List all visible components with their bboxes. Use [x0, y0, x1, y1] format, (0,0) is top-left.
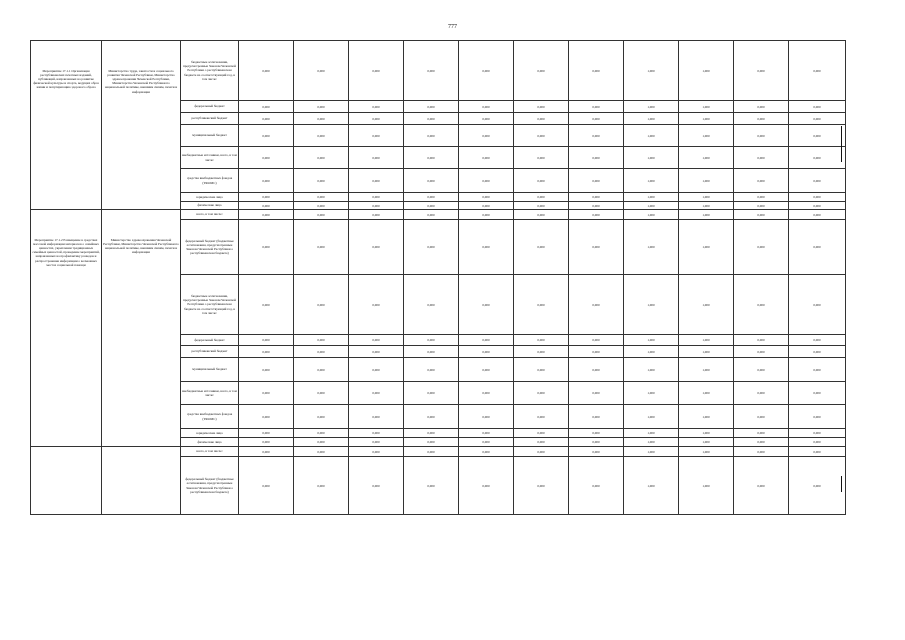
amount-cell: 0,000: [734, 275, 789, 335]
amount-cell: 0,000: [569, 405, 624, 429]
amount-cell: 0,000: [349, 405, 404, 429]
amount-cell: 1,000: [679, 147, 734, 169]
funding-source-cell: всего, в том числе:: [181, 210, 239, 220]
amount-cell: 0,000: [294, 125, 349, 147]
amount-cell: 1,000: [624, 275, 679, 335]
amount-cell: 0,000: [459, 335, 514, 346]
funding-source-cell: юридические лица: [181, 193, 239, 202]
amount-cell: 0,000: [734, 447, 789, 457]
amount-cell: 0,000: [734, 220, 789, 275]
amount-cell: 0,000: [459, 405, 514, 429]
amount-cell: 0,000: [789, 382, 846, 405]
amount-cell: 1,000: [679, 169, 734, 193]
amount-cell: 1,000: [679, 193, 734, 202]
amount-cell: 0,000: [569, 457, 624, 515]
amount-cell: 0,000: [789, 101, 846, 113]
amount-cell: 0,000: [349, 101, 404, 113]
amount-cell: 0,000: [734, 346, 789, 358]
amount-cell: 0,000: [349, 275, 404, 335]
amount-cell: 0,000: [734, 457, 789, 515]
amount-cell: 0,000: [239, 125, 294, 147]
funding-source-cell: физические лица: [181, 202, 239, 210]
amount-cell: 0,000: [349, 210, 404, 220]
amount-cell: 1,000: [624, 125, 679, 147]
amount-cell: 0,000: [349, 193, 404, 202]
amount-cell: 0,000: [514, 382, 569, 405]
amount-cell: 0,000: [734, 438, 789, 447]
amount-cell: 0,000: [459, 169, 514, 193]
amount-cell: 0,000: [349, 147, 404, 169]
amount-cell: 0,000: [789, 41, 846, 101]
table-row: [31, 41, 846, 101]
amount-cell: 0,000: [569, 220, 624, 275]
amount-cell: 0,000: [789, 275, 846, 335]
funding-source-cell: бюджетные ассигнования, предусмотренные Законом Чеченской Республики о республиканском бюджете на соответствующий год, в том числе:: [181, 41, 239, 101]
amount-cell: 0,000: [514, 457, 569, 515]
amount-cell: 0,000: [734, 210, 789, 220]
amount-cell: 0,000: [349, 429, 404, 438]
amount-cell: 1,000: [679, 447, 734, 457]
amount-cell: 0,000: [239, 210, 294, 220]
amount-cell: 0,000: [239, 405, 294, 429]
amount-cell: 0,000: [349, 457, 404, 515]
amount-cell: 0,000: [514, 405, 569, 429]
amount-cell: 0,000: [404, 382, 459, 405]
amount-cell: 0,000: [294, 335, 349, 346]
amount-cell: 0,000: [459, 125, 514, 147]
amount-cell: 0,000: [404, 113, 459, 125]
amount-cell: 0,000: [239, 382, 294, 405]
amount-cell: 0,000: [349, 382, 404, 405]
amount-cell: 0,000: [239, 457, 294, 515]
amount-cell: 1,000: [679, 210, 734, 220]
amount-cell: 0,000: [404, 358, 459, 382]
amount-cell: 0,000: [789, 447, 846, 457]
amount-cell: 0,000: [459, 438, 514, 447]
amount-cell: 0,000: [514, 438, 569, 447]
amount-cell: 0,000: [569, 147, 624, 169]
amount-cell: 0,000: [569, 382, 624, 405]
funding-source-cell: юридические лица: [181, 429, 239, 438]
funding-source-cell: средства внебюджетных фондов (ТФОМС): [181, 169, 239, 193]
funding-source-cell: федеральный бюджет (бюджетные ассигнования, предусмотренные Законом Чеченской Республики о республиканском бюджете): [181, 457, 239, 515]
amount-cell: 0,000: [404, 447, 459, 457]
funding-source-cell: внебюджетные источники, всего, в том числе:: [181, 382, 239, 405]
amount-cell: 1,000: [624, 113, 679, 125]
amount-cell: 0,000: [569, 41, 624, 101]
amount-cell: 0,000: [569, 335, 624, 346]
amount-cell: 0,000: [789, 457, 846, 515]
amount-cell: 0,000: [294, 101, 349, 113]
amount-cell: 0,000: [459, 101, 514, 113]
amount-cell: 0,000: [514, 202, 569, 210]
amount-cell: 0,000: [734, 41, 789, 101]
amount-cell: 0,000: [459, 220, 514, 275]
amount-cell: 0,000: [239, 447, 294, 457]
amount-cell: 0,000: [569, 429, 624, 438]
amount-cell: 1,000: [624, 147, 679, 169]
funding-source-cell: федеральный бюджет: [181, 101, 239, 113]
amount-cell: 0,000: [514, 346, 569, 358]
amount-cell: 0,000: [404, 101, 459, 113]
amount-cell: 0,000: [734, 429, 789, 438]
amount-cell: 0,000: [569, 113, 624, 125]
amount-cell: 0,000: [789, 193, 846, 202]
amount-cell: 1,000: [624, 346, 679, 358]
amount-cell: 1,000: [679, 41, 734, 101]
amount-cell: 0,000: [514, 220, 569, 275]
amount-cell: 0,000: [404, 202, 459, 210]
amount-cell: 0,000: [789, 202, 846, 210]
amount-cell: 0,000: [569, 447, 624, 457]
amount-cell: 0,000: [349, 220, 404, 275]
amount-cell: 1,000: [679, 202, 734, 210]
amount-cell: 0,000: [789, 405, 846, 429]
executor-cell: Министерство здравоохранения Чеченской Республики, Министерство Чеченской Республики по национальной политике, внешним связям, печати и информации: [102, 210, 181, 447]
amount-cell: 0,000: [349, 41, 404, 101]
amount-cell: 0,000: [514, 210, 569, 220]
table-row: [31, 447, 846, 457]
amount-cell: 1,000: [624, 220, 679, 275]
amount-cell: 0,000: [569, 346, 624, 358]
amount-cell: 0,000: [239, 193, 294, 202]
amount-cell: 0,000: [734, 382, 789, 405]
amount-cell: 0,000: [789, 220, 846, 275]
amount-cell: 0,000: [734, 405, 789, 429]
amount-cell: 1,000: [679, 113, 734, 125]
amount-cell: 0,000: [459, 447, 514, 457]
amount-cell: 0,000: [514, 335, 569, 346]
amount-cell: 0,000: [349, 358, 404, 382]
table-row: [31, 210, 846, 220]
amount-cell: 0,000: [239, 220, 294, 275]
amount-cell: 0,000: [514, 193, 569, 202]
amount-cell: 0,000: [239, 429, 294, 438]
amount-cell: 0,000: [789, 147, 846, 169]
amount-cell: 0,000: [239, 113, 294, 125]
amount-cell: 0,000: [789, 438, 846, 447]
amount-cell: 0,000: [459, 147, 514, 169]
executor-cell: Министерство труда, занятости и социального развития Чеченской Республики, Министерство здравоохранения Чеченской Республики, Министерство Чеченской Республики по национальной политике, внешним связям, печати и информации: [102, 41, 181, 210]
measure-cell: Мероприятие 17.1.1 Организация республиканских печатных изданий, публикаций, направленных на развитие физической культуры и спорта, ведущих образ жизни и популяризацию здорового образа: [31, 41, 102, 210]
amount-cell: 0,000: [239, 358, 294, 382]
amount-cell: 0,000: [514, 275, 569, 335]
measure-cell: Мероприятие 17.1.2 Размещение в средствах массовой информации материалов о семейных ценностях, укреплении традиционных семейных ценностей, проведение мероприятий, направленных на профилактику разводов и распространение информации о возможных местах социальной помощи: [31, 210, 102, 447]
amount-cell: 0,000: [349, 113, 404, 125]
amount-cell: 0,000: [789, 346, 846, 358]
amount-cell: 0,000: [294, 147, 349, 169]
amount-cell: 1,000: [679, 457, 734, 515]
amount-cell: 0,000: [294, 202, 349, 210]
amount-cell: 0,000: [734, 113, 789, 125]
amount-cell: 0,000: [349, 346, 404, 358]
amount-cell: 0,000: [789, 125, 846, 147]
amount-cell: 0,000: [294, 193, 349, 202]
amount-cell: 0,000: [569, 169, 624, 193]
amount-cell: 0,000: [459, 113, 514, 125]
amount-cell: 0,000: [404, 275, 459, 335]
amount-cell: 1,000: [679, 438, 734, 447]
amount-cell: 0,000: [734, 125, 789, 147]
amount-cell: 0,000: [404, 169, 459, 193]
amount-cell: 1,000: [679, 405, 734, 429]
amount-cell: 0,000: [569, 202, 624, 210]
funding-source-cell: республиканский бюджет: [181, 113, 239, 125]
amount-cell: 1,000: [624, 193, 679, 202]
funding-source-cell: федеральный бюджет (бюджетные ассигнования, предусмотренные Законом Чеченской Республики о республиканском бюджете): [181, 220, 239, 275]
amount-cell: 1,000: [679, 346, 734, 358]
amount-cell: 1,000: [624, 169, 679, 193]
measure-cell: [31, 447, 102, 515]
funding-source-cell: бюджетные ассигнования, предусмотренные Законом Чеченской Республики о республиканском бюджете на соответствующий год, в том числе:: [181, 275, 239, 335]
amount-cell: 0,000: [294, 447, 349, 457]
amount-cell: 1,000: [624, 210, 679, 220]
amount-cell: 0,000: [514, 429, 569, 438]
amount-cell: 0,000: [514, 147, 569, 169]
amount-cell: 0,000: [404, 346, 459, 358]
right-edge-marker: [841, 126, 842, 162]
amount-cell: 0,000: [294, 457, 349, 515]
amount-cell: 1,000: [679, 335, 734, 346]
amount-cell: 0,000: [239, 101, 294, 113]
amount-cell: 0,000: [734, 101, 789, 113]
amount-cell: 0,000: [294, 275, 349, 335]
amount-cell: 0,000: [514, 169, 569, 193]
amount-cell: 0,000: [239, 169, 294, 193]
amount-cell: 0,000: [349, 335, 404, 346]
amount-cell: 0,000: [239, 275, 294, 335]
amount-cell: 1,000: [624, 405, 679, 429]
amount-cell: 0,000: [734, 358, 789, 382]
amount-cell: 1,000: [679, 101, 734, 113]
amount-cell: 0,000: [569, 358, 624, 382]
amount-cell: 0,000: [239, 202, 294, 210]
amount-cell: 0,000: [459, 358, 514, 382]
amount-cell: 0,000: [294, 113, 349, 125]
funding-source-cell: муниципальный бюджет: [181, 125, 239, 147]
amount-cell: 1,000: [679, 125, 734, 147]
amount-cell: 0,000: [294, 382, 349, 405]
amount-cell: 0,000: [404, 41, 459, 101]
right-edge-marker: [841, 476, 842, 492]
amount-cell: 0,000: [404, 457, 459, 515]
amount-cell: 0,000: [294, 169, 349, 193]
executor-cell: [102, 447, 181, 515]
amount-cell: 0,000: [569, 210, 624, 220]
amount-cell: 0,000: [569, 193, 624, 202]
amount-cell: 0,000: [569, 125, 624, 147]
amount-cell: 0,000: [734, 202, 789, 210]
amount-cell: 1,000: [624, 335, 679, 346]
amount-cell: 0,000: [459, 429, 514, 438]
amount-cell: 1,000: [624, 101, 679, 113]
amount-cell: 0,000: [734, 169, 789, 193]
amount-cell: 1,000: [624, 202, 679, 210]
amount-cell: 0,000: [294, 405, 349, 429]
amount-cell: 0,000: [569, 101, 624, 113]
amount-cell: 0,000: [349, 125, 404, 147]
amount-cell: 0,000: [404, 335, 459, 346]
amount-cell: 0,000: [294, 358, 349, 382]
funding-source-cell: средства внебюджетных фондов (ТФОМС): [181, 405, 239, 429]
funding-source-cell: республиканский бюджет: [181, 346, 239, 358]
amount-cell: 0,000: [789, 169, 846, 193]
amount-cell: 1,000: [624, 382, 679, 405]
amount-cell: 1,000: [624, 429, 679, 438]
amount-cell: 0,000: [404, 429, 459, 438]
amount-cell: 0,000: [459, 193, 514, 202]
amount-cell: 0,000: [239, 41, 294, 101]
amount-cell: 0,000: [294, 429, 349, 438]
amount-cell: 0,000: [789, 358, 846, 382]
amount-cell: 0,000: [734, 147, 789, 169]
amount-cell: 0,000: [734, 335, 789, 346]
amount-cell: 0,000: [514, 447, 569, 457]
amount-cell: 0,000: [239, 346, 294, 358]
amount-cell: 0,000: [459, 202, 514, 210]
funding-source-cell: всего, в том числе:: [181, 447, 239, 457]
amount-cell: 0,000: [514, 358, 569, 382]
amount-cell: 1,000: [679, 220, 734, 275]
amount-cell: 0,000: [789, 429, 846, 438]
amount-cell: 0,000: [404, 405, 459, 429]
amount-cell: 0,000: [404, 193, 459, 202]
amount-cell: 1,000: [679, 382, 734, 405]
amount-cell: 0,000: [789, 113, 846, 125]
amount-cell: 0,000: [404, 125, 459, 147]
budget-table: [30, 40, 846, 515]
amount-cell: 0,000: [349, 202, 404, 210]
amount-cell: 0,000: [459, 275, 514, 335]
funding-source-cell: внебюджетные источники, всего, в том числе:: [181, 147, 239, 169]
amount-cell: 0,000: [569, 275, 624, 335]
amount-cell: 1,000: [624, 438, 679, 447]
amount-cell: 0,000: [789, 335, 846, 346]
amount-cell: 0,000: [789, 210, 846, 220]
amount-cell: 0,000: [514, 41, 569, 101]
amount-cell: 0,000: [294, 438, 349, 447]
amount-cell: 1,000: [624, 41, 679, 101]
amount-cell: 0,000: [404, 220, 459, 275]
amount-cell: 1,000: [624, 457, 679, 515]
amount-cell: 0,000: [294, 41, 349, 101]
page-number: 777: [448, 24, 457, 30]
funding-source-cell: муниципальный бюджет: [181, 358, 239, 382]
amount-cell: 0,000: [459, 41, 514, 101]
amount-cell: 0,000: [569, 438, 624, 447]
amount-cell: 0,000: [514, 101, 569, 113]
amount-cell: 0,000: [294, 346, 349, 358]
amount-cell: 0,000: [404, 438, 459, 447]
amount-cell: 0,000: [459, 382, 514, 405]
amount-cell: 0,000: [294, 210, 349, 220]
amount-cell: 0,000: [404, 147, 459, 169]
amount-cell: 1,000: [624, 447, 679, 457]
funding-source-cell: федеральный бюджет: [181, 335, 239, 346]
amount-cell: 0,000: [239, 335, 294, 346]
amount-cell: 0,000: [239, 438, 294, 447]
amount-cell: 1,000: [679, 358, 734, 382]
amount-cell: 1,000: [679, 429, 734, 438]
amount-cell: 0,000: [734, 193, 789, 202]
amount-cell: 0,000: [514, 125, 569, 147]
amount-cell: 0,000: [349, 438, 404, 447]
amount-cell: 1,000: [624, 358, 679, 382]
amount-cell: 0,000: [459, 346, 514, 358]
funding-source-cell: физические лица: [181, 438, 239, 447]
amount-cell: 0,000: [404, 210, 459, 220]
amount-cell: 0,000: [459, 210, 514, 220]
amount-cell: 0,000: [239, 147, 294, 169]
amount-cell: 0,000: [514, 113, 569, 125]
amount-cell: 0,000: [294, 220, 349, 275]
amount-cell: 0,000: [349, 169, 404, 193]
amount-cell: 0,000: [459, 457, 514, 515]
amount-cell: 1,000: [679, 275, 734, 335]
amount-cell: 0,000: [349, 447, 404, 457]
